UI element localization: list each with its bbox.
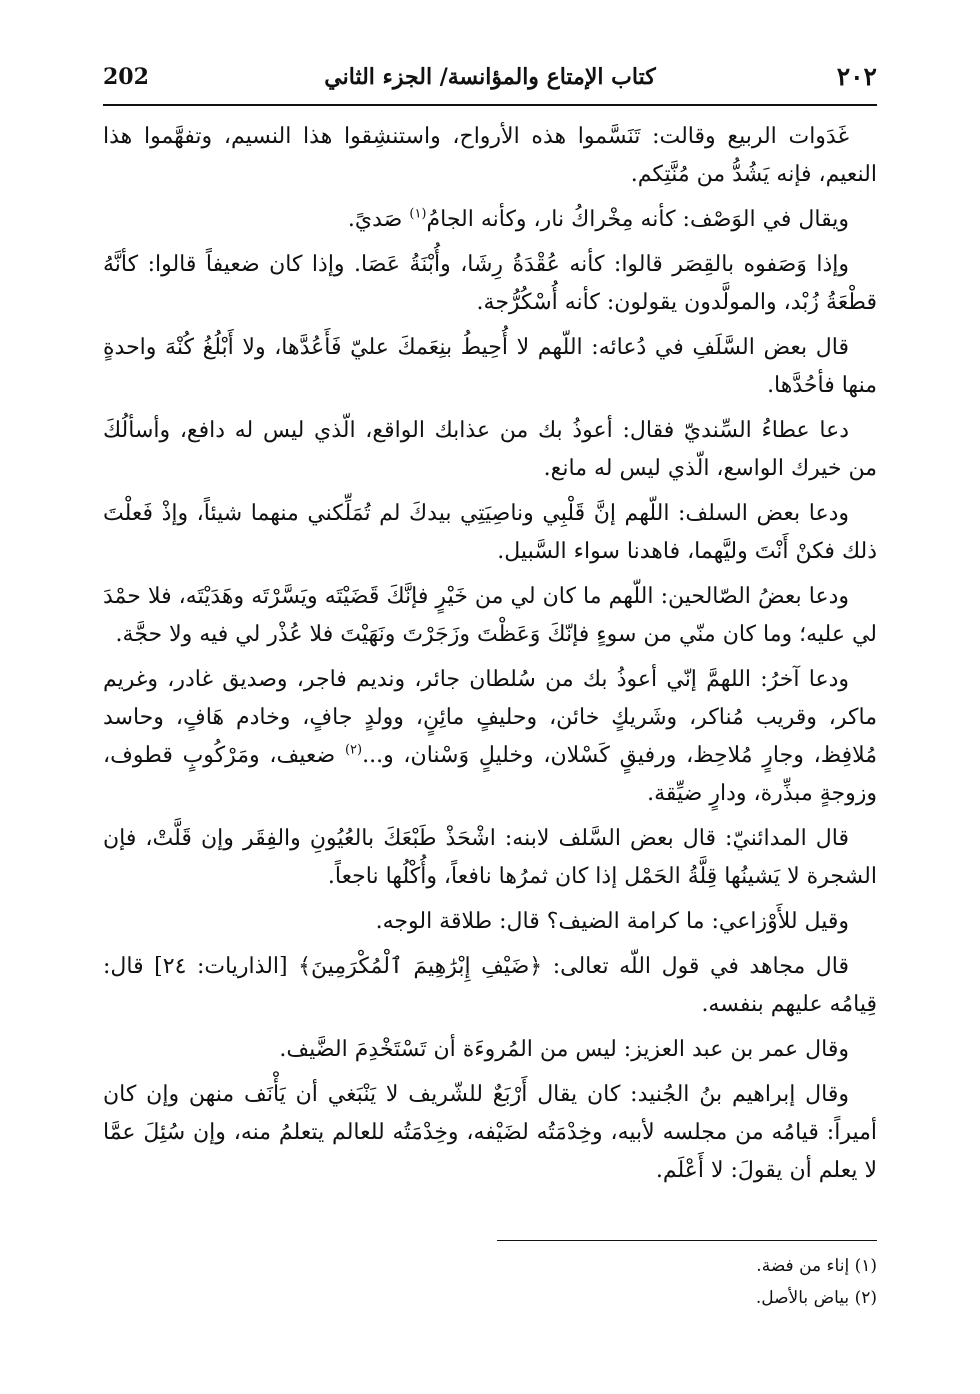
footnotes: [103, 1250, 877, 1314]
running-header: [103, 60, 877, 104]
paragraph: قال مجاهد في قول اللّه تعالى: ﴿ضَيْفِ إِبْرَٰهِيمَ ٱلْمُكْرَمِينَ﴾ [الذاريات: ٢٤] قال: قِيامُه عليهم بنفسه.: [103, 954, 877, 1017]
paragraph-text: ويقال في الوَصْف: كأنه مِخْراكُ نار، وكأنه الجامُ: [426, 207, 849, 232]
paragraph-text: صَديً.: [347, 207, 410, 232]
paragraph: وقال عمر بن عبد العزيز: ليس من المُروءَة أن تَسْتَخْدِمَ الضَّيف.: [279, 1037, 849, 1062]
footnote-text: إناء من فضة.: [756, 1256, 850, 1276]
footnote-ref: (٢): [344, 742, 363, 758]
footnote-label: (١): [854, 1256, 877, 1276]
paragraph: [103, 201, 877, 239]
footnote-ref: (١): [409, 206, 427, 222]
footnote-text: بياض بالأصل.: [755, 1288, 850, 1308]
main-text: [103, 118, 877, 1197]
paragraph: ودعا بعض السلف: اللّهم إنَّ قَلْبِي وناصِيَتِي بيدكَ لم تُمَلِّكني منهما شيئاً، وإذْ فَعلْتَ ذلك فكنْ أَنْتَ وليَّهما، فاهدنا سواء السَّبيل.: [103, 501, 877, 564]
paragraph: وإذا وَصَفوه بالقِصَر قالوا: كأنه عُقْدَةُ رِشَا، وأُبْنَةُ عَصَا. وإذا كان ضعيفاً قالوا: كأنَّهُ قطْعَةُ زُبْد، والمولَّدون يقولون: كأنه أُسْكُرُّجة.: [103, 252, 877, 315]
header-rule: [103, 104, 877, 106]
footnote-label: (٢): [854, 1288, 877, 1308]
paragraph-text: ودعا آخرُ: اللهمَّ إنّي أعوذُ بك من سُلطان جائر، ونديم فاجر، وصديق غادر، وغريم ماكر، وقريب مُناكر، وشَريكٍ خائن، وحليفٍ مائِنٍ، وولدٍ جافٍ، وخادم هَافٍ، وحاسد مُلافِظ، وجارٍ مُلاحِظ، ورفيقٍ كَسْلان، وخليلٍ وَسْنان، و...: [103, 667, 877, 768]
footnote: [103, 1282, 877, 1314]
paragraph: ودعا بعضُ الصّالحين: اللّهم ما كان لي من خَيْرٍ فإنَّكَ قَضَيْتَه ويَسَّرْتَه وهَدَيْتَه، فلا حمْدَ لي عليه؛ وما كان منّي من سوءٍ فإنّكَ وَعَظْتَ وزَجَرْتَ ونَهَيْتَ فلا عُذْر لي فيه ولا حجَّة.: [103, 584, 877, 647]
paragraph: دعا عطاءُ السِّنديّ فقال: أعوذُ بك من عذابك الواقع، الّذي ليس له دافع، وأسألُكَ من خيرك الواسع، الّذي ليس له مانع.: [103, 418, 877, 481]
footnote: [103, 1250, 877, 1282]
paragraph: قال بعض السَّلَفِ في دُعائه: اللّهم لا أُحِيطُ بنِعَمكَ عليّ فَأَعُدَّها، ولا أَبْلُغُ كُنْهَ واحدةٍ منها فأحُدَّها.: [103, 335, 877, 398]
paragraph-text: ضعيف، ومَرْكُوبٍ قطوف، وزوجةٍ مبذِّرة، ودارٍ ضيِّقة.: [103, 743, 877, 806]
paragraph: قال المدائنيّ: قال بعض السَّلف لابنه: اشْحَذْ طَبْعَكَ بالعُيُونِ والفِقَر وإن قَلَّتْ، فإن الشجرة لا يَشينُها قِلَّةُ الحَمْل إذا كان ثمرُها نافعاً، وأُكْلُها ناجعاً.: [103, 826, 877, 889]
paragraph: وقيل للأَوْزاعي: ما كرامة الضيف؟ قال: طلاقة الوجه.: [375, 909, 849, 934]
footnote-rule: [497, 1240, 877, 1241]
paragraph: [103, 661, 877, 813]
running-title: كتاب الإمتاع والمؤانسة/ الجزء الثاني: [324, 64, 656, 90]
page-number-arabic: ٢٠٢: [836, 62, 877, 91]
paragraph: غَدَوات الربيع وقالت: تَنَسَّموا هذه الأرواح، واستنشِقوا هذا النسيم، وتفهَّموا هذا النعيم، فإنه يَشُدُّ من مُنَّتِكم.: [103, 124, 877, 187]
paragraph: وقال إبراهيم بنُ الجُنيد: كان يقال أَرْبَعٌ للشّريف لا يَنْبَغي أن يَأْنَف منهن وإن كان أميراً: قيامُه من مجلسه لأبيه، وخِدْمَتُه لضَيْفه، وخِدْمَتُه للعالم يتعلمُ منه، وإن سُئِلَ عمَّا لا يعلم أن يقولَ: لا أَعْلَم.: [103, 1082, 877, 1183]
page-number: 202: [103, 64, 149, 90]
